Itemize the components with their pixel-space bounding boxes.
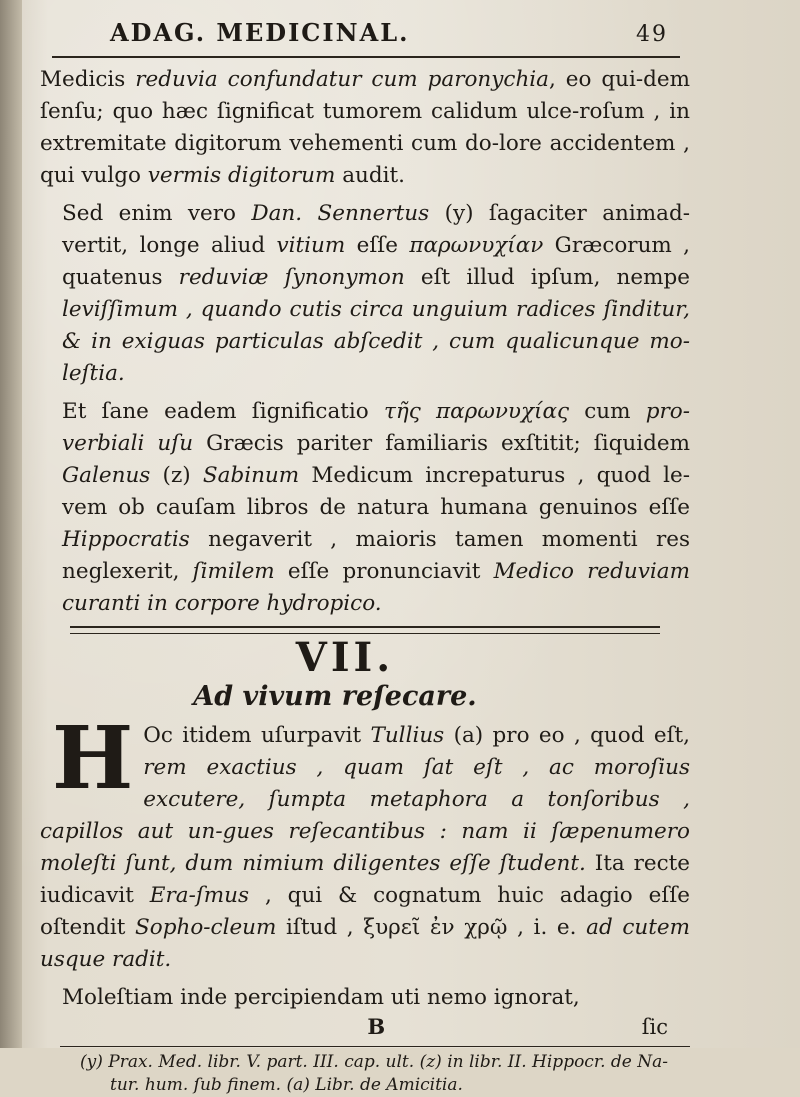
text-run: (a) pro eo , quod eſt, [444, 723, 691, 748]
italic-run: reduvia confundatur cum paronychia [135, 67, 549, 92]
text-run: eſſe [345, 233, 410, 258]
text-run: , qui & cognatum huic adagio eſſe oſtendit [40, 883, 691, 940]
italic-run: Sopho-cleum [135, 915, 277, 940]
italic-run: ad cutem usque radit. [40, 915, 690, 972]
drop-cap: H [52, 708, 134, 809]
text-run: iſtud , ξυρεῖ ἐν χρῷ , i. e. [276, 915, 587, 940]
text-run: , eo qui-dem ſenſu; quo hæc ſignificat tumorem calidum ulce-roſum , in extremitate digitorum vehementi cum do-lore accidentem , qui vulgo [40, 67, 690, 188]
paragraph-2-text [62, 198, 690, 390]
paragraph-5 [40, 982, 690, 1014]
paragraph-3-text [62, 396, 690, 620]
footnotes [40, 1051, 690, 1097]
header-rule [52, 56, 680, 58]
text-run: Ita recte iudicavit [40, 851, 690, 908]
text-run: cum [569, 399, 646, 424]
italic-run: vermis digitorum [147, 163, 336, 188]
text-run: Medicum increpaturus , quod le-vem ob cauſam libros de natura humana genuinos eſſe [62, 463, 690, 520]
italic-run: Era-ſmus [149, 883, 250, 908]
signature-mark: B [367, 1014, 386, 1039]
page-content [40, 18, 690, 1097]
italic-run: Medico reduviam curanti in corpore hydropico. [62, 559, 690, 616]
footnote-rule [60, 1046, 690, 1047]
greek-term: παρωνυχίαν [409, 233, 544, 258]
text-run: (y) ſagaciter animad-vertit, longe aliud [62, 201, 690, 258]
running-header [40, 18, 690, 54]
paragraph-1-text [40, 64, 690, 192]
page-number: 49 [636, 22, 668, 47]
text-run: Græcis pariter familiaris exſtitit; ſiquidem [193, 431, 691, 456]
italic-run: leviſſimum , quando cutis circa unguium radices ſinditur, & in exiguas particulas abſcedit , cum qualicunque mo-leſtia. [62, 297, 690, 386]
italic-run: Tullius [370, 723, 445, 748]
section-divider [70, 626, 660, 634]
italic-run: rem exactius , quam ſat eſt , ac moroſius excutere, ſumpta metaphora a tonſoribus , capillos aut un-gues reſecantibus : nam ii ſæpenumero moleſti ſunt, dum nimium diligentes eſſe ſtudent. [40, 755, 690, 876]
text-run: Oc itidem uſurpavit [143, 723, 371, 748]
text-run: audit. [335, 163, 406, 188]
page-gutter-shadow [0, 0, 22, 1048]
paragraph-2 [40, 198, 690, 390]
italic-run: Dan. Sennertus [251, 201, 430, 226]
section-title: Ad vivum reſecare. [193, 681, 477, 712]
italic-run: Galenus [62, 463, 151, 488]
catchline [40, 1014, 690, 1040]
paragraph-4-text [40, 708, 691, 976]
paragraph-3 [40, 396, 690, 620]
text-run: Et ſane eadem ſignificatio [62, 399, 384, 424]
text-run: eſt illud ipſum, nempe [404, 265, 690, 290]
catchword: ſic [641, 1015, 668, 1039]
text-run: Græcorum , quatenus [62, 233, 690, 290]
text-run: Sed enim vero [62, 201, 252, 226]
italic-run: ſimilem [192, 559, 275, 584]
italic-run: pro-verbiali uſu [62, 399, 690, 456]
footnote-line-1: (y) Prax. Med. libr. V. part. III. cap. ult. (z) in libr. II. Hippocr. de Na- [80, 1052, 668, 1072]
paragraph-1 [40, 64, 690, 192]
header-title: ADAG. MEDICINAL. [110, 18, 410, 47]
paragraph-5-text: Moleſtiam inde percipiendam uti nemo ignorat, [62, 985, 580, 1010]
text-run: negaverit , maioris tamen momenti res neglexerit, [62, 527, 690, 584]
italic-run: vitium [276, 233, 346, 258]
text-run: Medicis [40, 67, 136, 92]
italic-run: Sabinum [202, 463, 300, 488]
section-number: VII. [295, 634, 395, 681]
text-run: eſſe pronunciavit [274, 559, 494, 584]
paragraph-4 [40, 708, 691, 976]
text-run: (z) [150, 463, 203, 488]
italic-run: Hippocratis [62, 527, 190, 552]
footnote-line-2: tur. hum. ſub finem. (a) Libr. de Amicitia. [110, 1075, 463, 1095]
greek-term: τῆς παρωνυχίας [383, 399, 570, 424]
italic-run: reduviæ ſynonymon [178, 265, 405, 290]
